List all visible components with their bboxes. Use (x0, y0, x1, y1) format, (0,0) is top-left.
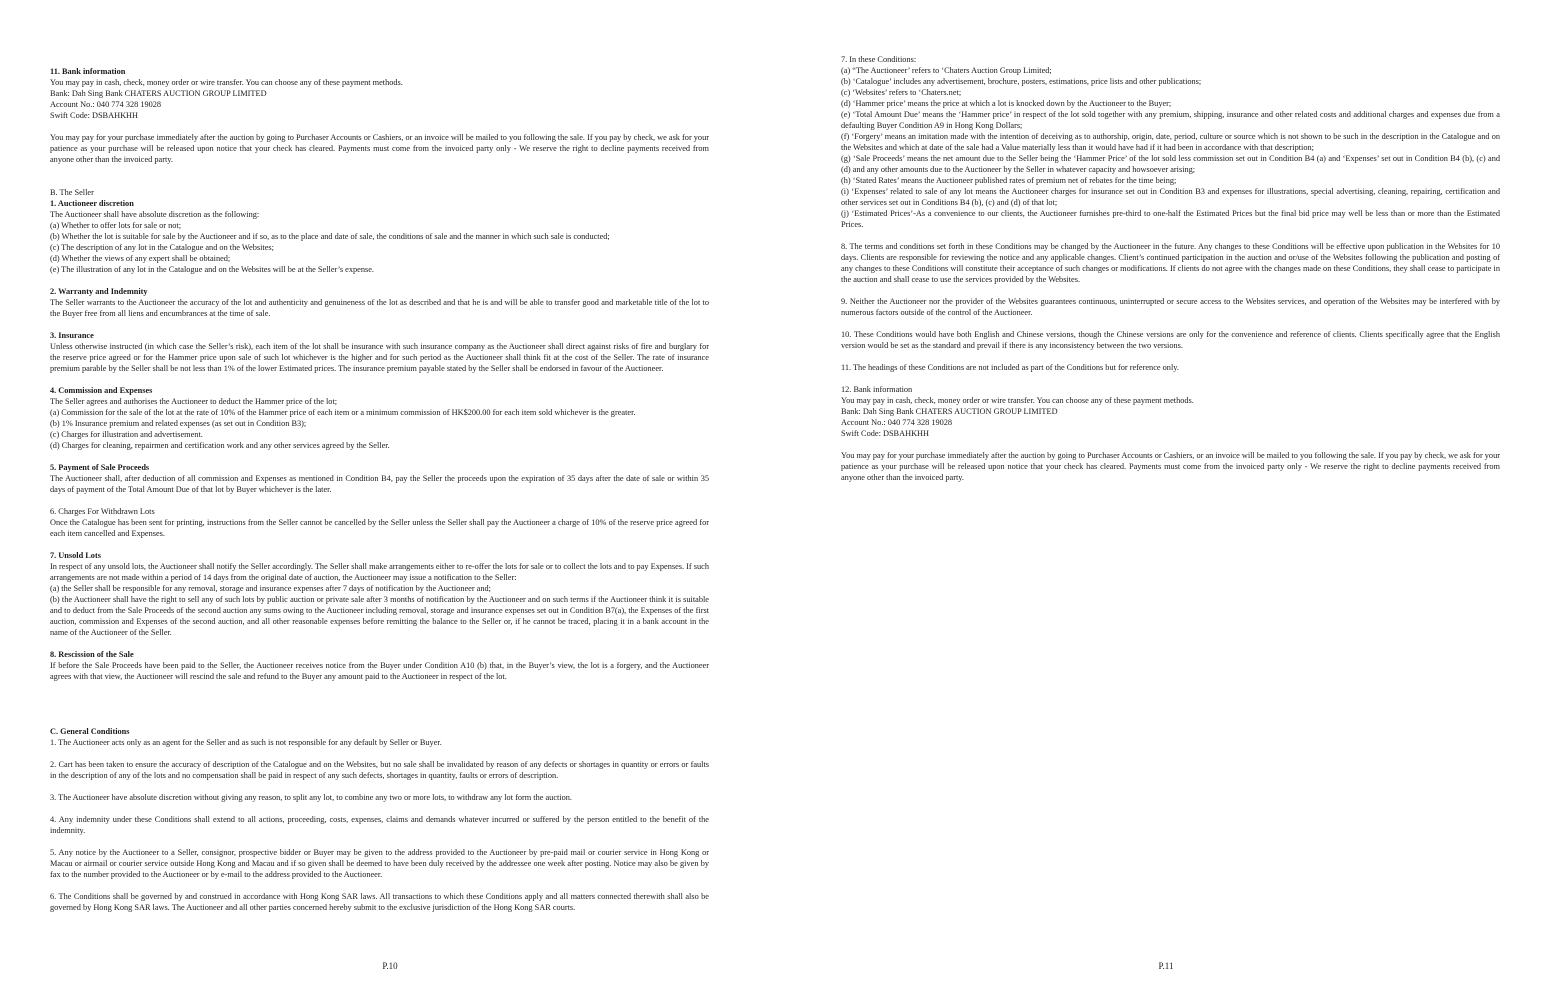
clause-b4-line: (b) 1% Insurance premium and related expenses (as set out in Condition B3); (50, 419, 307, 428)
condition-12-paragraph: You may pay for your purchase immediately after the auction by going to Purchaser Accounts or Cashiers, or an invoice will be mailed to you following the sale. If you pay by check, we ask for your patience as your purchase will be released upon notice that your check has cleared. Payments must come from the invoiced party only - We reserve the right to decline payments received from anyone other than the invoiced party. (841, 451, 1500, 482)
clause-b1-line: (a) Whether to offer lots for sale or not; (50, 221, 182, 230)
clause-b3-text: Unless otherwise instructed (in which case the Seller’s risk), each item of the lot shall be insurance with such insurance company as the Auctioneer shall direct against risks of fire and burglary for the reserve price agreed or for the Hammer price upon sale of such lot whichever is the higher and for such period as the Auctioneer shall think fit at the cost of the Seller. The rate of insurance premium parable by the Seller shall be not less than 1% of the lower Estimated prices. The insurance premium payable stated by the Seller shall be endorsed in favour of the Auctioneer. (50, 342, 709, 373)
section-b-title: B. The Seller (50, 188, 94, 197)
clause-b1-line: (d) Whether the views of any expert shall be obtained; (50, 254, 231, 263)
page-number: P.11 (1158, 961, 1174, 971)
condition-7-item: (g) ‘Sale Proceeds’ means the net amount due to the Seller being the ‘Hammer Price’ of the lot sold less commission set out in Condition B4 (a) and ‘Expenses’ set out in Condition B4 (b), (c) and (d) and any other amounts due to the Auctioneer by the Seller in whatever capacity and howsoever arising; (841, 154, 1500, 174)
clause-b1-heading: 1. Auctioneer discretion (50, 199, 134, 208)
clause-b1-line: (c) The description of any lot in the Catalogue and on the Websites; (50, 243, 274, 252)
condition-12-swift-line: Swift Code: DSBAHKHH (841, 429, 930, 438)
left-column (50, 66, 709, 913)
bank-swift-line: Swift Code: DSBAHKHH (50, 111, 139, 120)
clause-b6-heading: 6. Charges For Withdrawn Lots (50, 507, 155, 516)
condition-12-account-line: Account No.: 040 774 328 19028 (841, 418, 953, 427)
bank-name-line: Bank: Dah Sing Bank CHATERS AUCTION GROUP LIMITED (50, 89, 267, 98)
clause-b4-heading: 4. Commission and Expenses (50, 386, 153, 395)
page-number: P.10 (382, 961, 398, 971)
clause-b6-text: Once the Catalogue has been sent for printing, instructions from the Seller cannot be cancelled by the Seller unless the Seller shall pay the Auctioneer a charge of 10% of the reserve price agreed for each item cancelled and Expenses. (50, 518, 709, 538)
condition-7-item: (h) ‘Stated Rates’ means the Auctioneer published rates of premium net of rebates for the time being; (841, 176, 1177, 185)
condition-7-item: (i) ‘Expenses’ related to sale of any lot means the Auctioneer charges for insurance set out in Condition B3 and expenses for illustrations, special advertising, cleaning, repairing, certification and other services set out in Conditions B4 (b), (c) and (d) of that lot; (841, 187, 1500, 207)
clause-b1-line: The Auctioneer shall have absolute discretion as the following: (50, 210, 260, 219)
clause-b4-line: The Seller agrees and authorises the Auctioneer to deduct the Hammer price of the lot; (50, 397, 338, 406)
clause-b7-intro: In respect of any unsold lots, the Auctioneer shall notify the Seller accordingly. The Seller shall make arrangements either to re-offer the lots for sale or to collect the lots and to pay Expenses. If such arrangements are not made within a period of 14 days from the original date of auction, the Auctioneer may issue a notification to the Seller: (50, 562, 709, 582)
clause-b7-heading: 7. Unsold Lots (50, 551, 101, 560)
condition-12-bank-line: Bank: Dah Sing Bank CHATERS AUCTION GROUP LIMITED (841, 407, 1058, 416)
condition-7-item: (j) ‘Estimated Prices’-As a convenience to our clients, the Auctioneer furnishes pre-third to one-half the Estimated Prices but the final bid price may well be less than or more than the Estimated Prices. (841, 209, 1500, 229)
bank-info-heading: 11. Bank information (50, 67, 126, 76)
condition-9: 9. Neither the Auctioneer nor the provider of the Websites guarantees continuous, uninterrupted or secure access to the Websites services, and operation of the Websites may be interfered with by numerous factors outside of the control of the Auctioneer. (841, 297, 1500, 317)
general-condition-3: 3. The Auctioneer have absolute discretion without giving any reason, to split any lot, to combine any two or more lots, to withdraw any lot form the auction. (50, 793, 572, 802)
clause-b5-text: The Auctioneer shall, after deduction of all commission and Expenses as mentioned in Condition B4, pay the Seller the proceeds upon the expiration of 35 days after the date of sale or within 35 days of payment of the Total Amount Due of that lot by Buyer whichever is the later. (50, 474, 709, 494)
general-condition-1: 1. The Auctioneer acts only as an agent for the Seller and as such is not responsible for any default by Seller or Buyer. (50, 738, 442, 747)
right-column (841, 54, 1500, 483)
bank-account-line: Account No.: 040 774 328 19028 (50, 100, 162, 109)
bank-payment-paragraph: You may pay for your purchase immediately after the auction by going to Purchaser Accounts or Cashiers, or an invoice will be mailed to you following the sale. If you pay by check, we ask for your patience as your purchase will be released upon notice that your check has cleared. Payments must come from the invoiced party only - We reserve the right to decline payments received from anyone other than the invoiced party. (50, 133, 709, 164)
general-condition-5: 5. Any notice by the Auctioneer to a Seller, consignor, prospective bidder or Buyer may be given to the address provided to the Auctioneer by pre-paid mail or courier service in Hong Kong or Macau or airmail or courier service outside Hong Kong and Macau and if so given shall be deemed to have been duly received by the addressee one week after posting. Notice may also be given by fax to the number provided to the Auctioneer or by e-mail to the address provided to the Auctioneer. (50, 848, 709, 879)
condition-7-item: (e) ‘Total Amount Due’ means the ‘Hammer price’ in respect of the lot sold together with any premium, shipping, insurance and other related costs and additional charges and expenses due from a defaulting Buyer Condition A9 in Hong Kong Dollars; (841, 110, 1500, 130)
condition-12-line: You may pay in cash, check, money order or wire transfer. You can choose any of these payment methods. (841, 396, 1194, 405)
condition-7-item: (f) ‘Forgery’ means an imitation made with the intention of deceiving as to authorship, origin, date, period, culture or source which is not shown to be such in the description in the Catalogue and on the Websites and which at date of the sale had a Value materially less than it would have had if it had been in accordance with that description; (841, 132, 1500, 152)
general-condition-2: 2. Cart has been taken to ensure the accuracy of description of the Catalogue and on the Websites, but no sale shall be invalidated by reason of any defects or shortages in quantity or errors or faults in the description of any of the lots and no compensation shall be paid in respect of any such defects, shortages in quantity, faults or errors of description. (50, 760, 709, 780)
section-c-title: C. General Conditions (50, 727, 130, 736)
clause-b1-line: (e) The illustration of any lot in the Catalogue and on the Websites will be at the Seller’s expense. (50, 265, 374, 274)
clause-b8-heading: 8. Rescission of the Sale (50, 650, 134, 659)
clause-b8-text: If before the Sale Proceeds have been paid to the Seller, the Auctioneer receives notice from the Buyer under Condition A10 (b) that, in the Buyer’s view, the lot is a forgery, and the Auctioneer agrees with that view, the Auctioneer will rescind the sale and refund to the Buyer any amount paid to the Auctioneer in respect of the lot. (50, 661, 709, 681)
clause-b5-heading: 5. Payment of Sale Proceeds (50, 463, 150, 472)
clause-b4-line: (c) Charges for illustration and advertisement. (50, 430, 203, 439)
condition-11: 11. The headings of these Conditions are not included as part of the Conditions but for reference only. (841, 363, 1179, 372)
general-condition-4: 4. Any indemnity under these Conditions shall extend to all actions, proceeding, costs, expenses, claims and demands whatever incurred or suffered by the person entitled to the benefit of the indemnity. (50, 815, 709, 835)
clause-b7-item-a: (a) the Seller shall be responsible for any removal, storage and insurance expenses after 7 days of notification by the Auctioneer and; (50, 584, 491, 593)
condition-8: 8. The terms and conditions set forth in these Conditions may be changed by the Auctioneer in the future. Any changes to these Conditions will be effective upon publication in the Websites for 10 days. Clients are responsible for reviewing the notice and any applicable changes. Client’s continued participation in the auction and or/use of the Websites following the publication and posting of any changes to these Conditions will constitute their acceptance of such changes or modifications. If clients do not agree with the changes made on these Conditions, they shall cease to participate in the auction and shall cease to use the services provided by the Websites. (841, 242, 1500, 284)
condition-12-heading: 12. Bank information (841, 385, 913, 394)
page-right (778, 0, 1556, 1000)
clause-b4-line: (a) Commission for the sale of the lot at the rate of 10% of the Hammer price of each item or a minimum commission of HK$200.00 for each item sold whichever is the greater. (50, 408, 636, 417)
condition-7-item: (b) ‘Catalogue’ includes any advertisement, brochure, posters, estimations, price lists and other publications; (841, 77, 1202, 86)
condition-7-item: (c) ‘Websites’ refers to ‘Chaters.net; (841, 88, 962, 97)
condition-7-intro: 7. In these Conditions: (841, 55, 917, 64)
clause-b4-line: (d) Charges for cleaning, repairmen and certification work and any other services agreed by the Seller. (50, 441, 390, 450)
clause-b7-item-b: (b) the Auctioneer shall have the right to sell any of such lots by public auction or private sale after 3 months of notification by the Auctioneer and on such terms if the Auctioneer think it is suitable and to deduct from the Sale Proceeds of the second auction any sums owing to the Auctioneer including removal, storage and insurance expenses set out in Condition B7(a), the Expenses of the first auction, commission and Expenses of the second auction, and all other reasonable expenses before remitting the balance to the Seller or, if he cannot be traced, placing it in a bank account in the name of the Auctioneer of the Seller. (50, 595, 709, 637)
bank-info-line: You may pay in cash, check, money order or wire transfer. You can choose any of these payment methods. (50, 78, 403, 87)
clause-b2-text: The Seller warrants to the Auctioneer the accuracy of the lot and authenticity and genuineness of the lot as described and that he is and will be able to transfer good and marketable title of the lot to the Buyer free from all liens and encumbrances at the time of sale. (50, 298, 709, 318)
general-condition-6: 6. The Conditions shall be governed by and construed in accordance with Hong Kong SAR laws. All transactions to which these Conditions apply and all matters connected therewith shall also be governed by Hong Kong SAR laws. The Auctioneer and all other parties concerned hereby submit to the exclusive jurisdiction of the Hong Kong SAR courts. (50, 892, 709, 912)
condition-7-item: (a) “The Auctioneer’ refers to ‘Chaters Auction Group Limited; (841, 66, 1052, 75)
clause-b1-line: (b) Whether the lot is suitable for sale by the Auctioneer and if so, as to the place and date of sale, the conditions of sale and the manner in which such sale is conducted; (50, 232, 610, 241)
condition-10: 10. These Conditions would have both English and Chinese versions, though the Chinese versions are only for the convenience and reference of clients. Clients specifically agree that the English version would be set as the standard and prevail if there is any inconsistency between the two versions. (841, 330, 1500, 350)
clause-b3-heading: 3. Insurance (50, 331, 94, 340)
clause-b2-heading: 2. Warranty and Indemnity (50, 287, 148, 296)
condition-7-item: (d) ‘Hammer price’ means the price at which a lot is knocked down by the Auctioneer to the Buyer; (841, 99, 1172, 108)
